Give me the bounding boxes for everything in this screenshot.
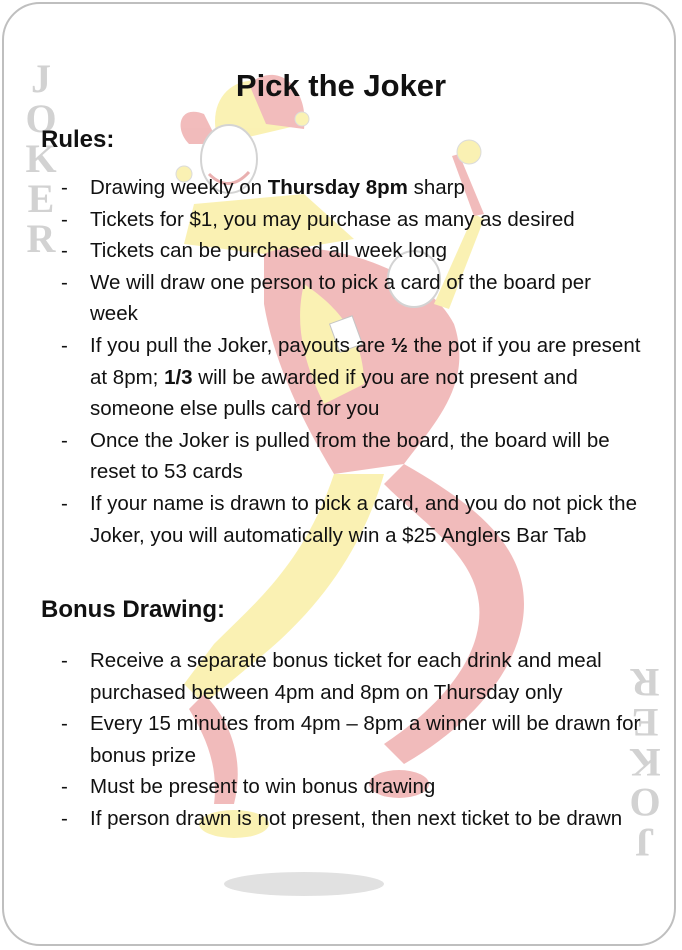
list-item-text: will be awarded if you are not present and someone else pulls card for you (90, 365, 578, 421)
corner-letter: J (635, 820, 655, 865)
list-item-text: sharp (407, 176, 465, 199)
rules-heading: Rules: (41, 126, 115, 153)
list-item-text: Every 15 minutes from 4pm – 8pm a winner will be drawn for bonus prize (90, 712, 641, 767)
corner-letter: O (629, 780, 661, 825)
list-item-text: Thursday 8pm (267, 176, 408, 199)
list-item-text: We will draw one person to pick a card of the board per week (90, 270, 591, 326)
list-item (61, 330, 641, 425)
corner-letter: E (631, 700, 659, 745)
list-item (61, 488, 641, 551)
list-item-text: ½ (390, 333, 408, 357)
bonus-list (61, 645, 641, 835)
corner-letter: K (629, 740, 661, 785)
corner-letter: O (25, 96, 57, 141)
list-item (61, 267, 641, 330)
corner-letter: E (27, 176, 55, 221)
list-item (61, 172, 641, 204)
rules-list (61, 172, 641, 551)
list-item-text: If your name is drawn to pick a card, and you do not pick the Joker, you will automatically win a $25 Anglers Bar Tab (90, 491, 637, 547)
page-title: Pick the Joker (235, 68, 447, 103)
list-item (61, 645, 641, 708)
corner-letter: R (630, 660, 660, 705)
list-item-text: the pot if you are present at 8pm; (90, 333, 641, 389)
list-item (61, 204, 641, 236)
corner-letter: K (25, 136, 57, 181)
list-item (61, 425, 641, 488)
list-item (61, 235, 641, 267)
list-item-text: Drawing weekly on (90, 176, 268, 199)
bonus-heading: Bonus Drawing: (41, 596, 225, 623)
corner-letter: J (31, 56, 51, 101)
list-item (61, 708, 641, 771)
list-item-text: Must be present to win bonus drawing (90, 775, 436, 799)
list-item-text: Tickets for $1, you may purchase as many as desired (90, 207, 575, 231)
list-item-text: If person drawn is not present, then next ticket to be drawn (90, 806, 623, 830)
list-item (61, 803, 641, 835)
list-item-text: If you pull the Joker, payouts are (90, 333, 391, 357)
list-item (61, 771, 641, 803)
list-item-text: 1/3 (164, 365, 193, 389)
corner-letter: R (26, 216, 56, 261)
joker-card (2, 2, 676, 946)
list-item-text: Once the Joker is pulled from the board, the board will be reset to 53 cards (90, 428, 610, 484)
list-item-text: Tickets can be purchased all week long (90, 239, 448, 263)
list-item-text: Receive a separate bonus ticket for each drink and meal purchased between 4pm and 8pm on Thursday only (90, 649, 602, 704)
